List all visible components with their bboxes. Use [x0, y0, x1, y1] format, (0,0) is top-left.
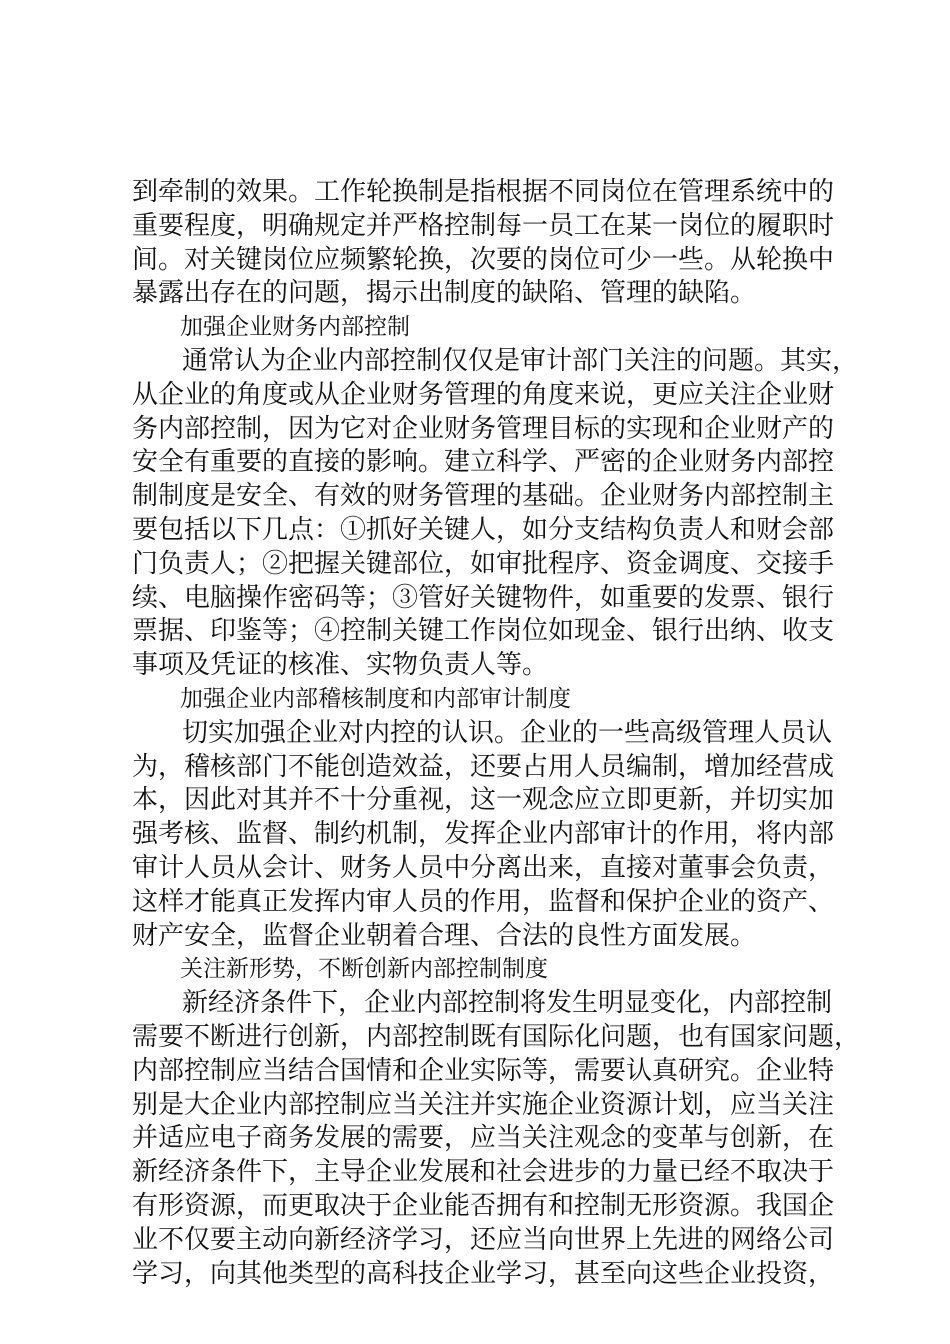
text-line: 续、电脑操作密码等；③管好关键物件，如重要的发票、银行 — [132, 582, 835, 613]
paragraph-continuation — [132, 176, 835, 311]
paragraph-financial-control — [132, 345, 859, 683]
text-line: 到牵制的效果。工作轮换制是指根据不同岗位在管理系统中的 — [132, 177, 835, 207]
text-line: 别是大企业内部控制应当关注并实施企业资源计划，应当关注 — [132, 1089, 835, 1120]
text-line: 新经济条件下，企业内部控制将发生明显变化，内部控制 — [182, 988, 833, 1019]
text-line: 新经济条件下，主导企业发展和社会进步的力量已经不取决于 — [132, 1157, 835, 1188]
text-line: 暴露出存在的问题，揭示出制度的缺陷、管理的缺陷。 — [132, 278, 757, 309]
paragraph-innovation — [132, 987, 861, 1291]
text-line: 内部控制应当结合国情和企业实际等，需要认真研究。企业特 — [132, 1055, 835, 1086]
text-line: 间。对关键岗位应频繁轮换，次要的岗位可少一些。从轮换中 — [132, 244, 835, 275]
text-line: 业不仅要主动向新经济学习，还应当向世界上先进的网络公司 — [132, 1224, 835, 1255]
text-line: 财产安全，监督企业朝着合理、合法的良性方面发展。 — [132, 920, 757, 951]
section-heading-financial-control: 加强企业财务内部控制 — [180, 314, 410, 341]
section-heading-audit-system: 加强企业内部稽核制度和内部审计制度 — [180, 685, 571, 712]
text-line: 务内部控制，因为它对企业财务管理目标的实现和企业财产的 — [132, 413, 835, 444]
text-line: 强考核、监督、制约机制，发挥企业内部审计的作用，将内部 — [132, 819, 835, 850]
text-line: 切实加强企业对内控的认识。企业的一些高级管理人员认 — [182, 717, 833, 748]
paragraph-audit-system — [132, 717, 835, 954]
text-line: 门负责人；②把握关键部位，如审批程序、资金调度、交接手 — [132, 548, 835, 579]
text-line: 票据、印鉴等；④控制关键工作岗位如现金、银行出纳、收支 — [132, 616, 835, 647]
text-line: 要包括以下几点：①抓好关键人，如分支结构负责人和财会部 — [132, 514, 835, 545]
section-heading-innovation: 关注新形势，不断创新内部控制制度 — [180, 956, 548, 983]
text-line: 安全有重要的直接的影响。建立科学、严密的企业财务内部控 — [132, 447, 835, 478]
text-line: 需要不断进行创新，内部控制既有国际化问题，也有国家问题， — [132, 1021, 861, 1052]
text-line: 本，因此对其并不十分重视，这一观念应立即更新，并切实加 — [132, 785, 835, 816]
text-line: 并适应电子商务发展的需要，应当关注观念的变革与创新，在 — [132, 1123, 835, 1154]
text-line: 为，稽核部门不能创造效益，还要占用人员编制，增加经营成 — [132, 751, 835, 782]
text-line: 制制度是安全、有效的财务管理的基础。企业财务内部控制主 — [132, 481, 835, 512]
text-line: 这样才能真正发挥内审人员的作用，监督和保护企业的资产、 — [132, 886, 835, 917]
text-line: 通常认为企业内部控制仅仅是审计部门关注的问题。其实， — [182, 345, 859, 376]
text-line: 重要程度，明确规定并严格控制每一员工在某一岗位的履职时 — [132, 210, 835, 241]
text-line: 有形资源，而更取决于企业能否拥有和控制无形资源。我国企 — [132, 1190, 835, 1221]
text-line: 从企业的角度或从企业财务管理的角度来说，更应关注企业财 — [132, 379, 835, 410]
document-body — [132, 176, 861, 1291]
text-line: 审计人员从会计、财务人员中分离出来，直接对董事会负责， — [132, 852, 835, 883]
text-line: 事项及凭证的核准、实物负责人等。 — [132, 650, 549, 681]
text-line: 学习，向其他类型的高科技企业学习，甚至向这些企业投资， — [132, 1258, 835, 1289]
